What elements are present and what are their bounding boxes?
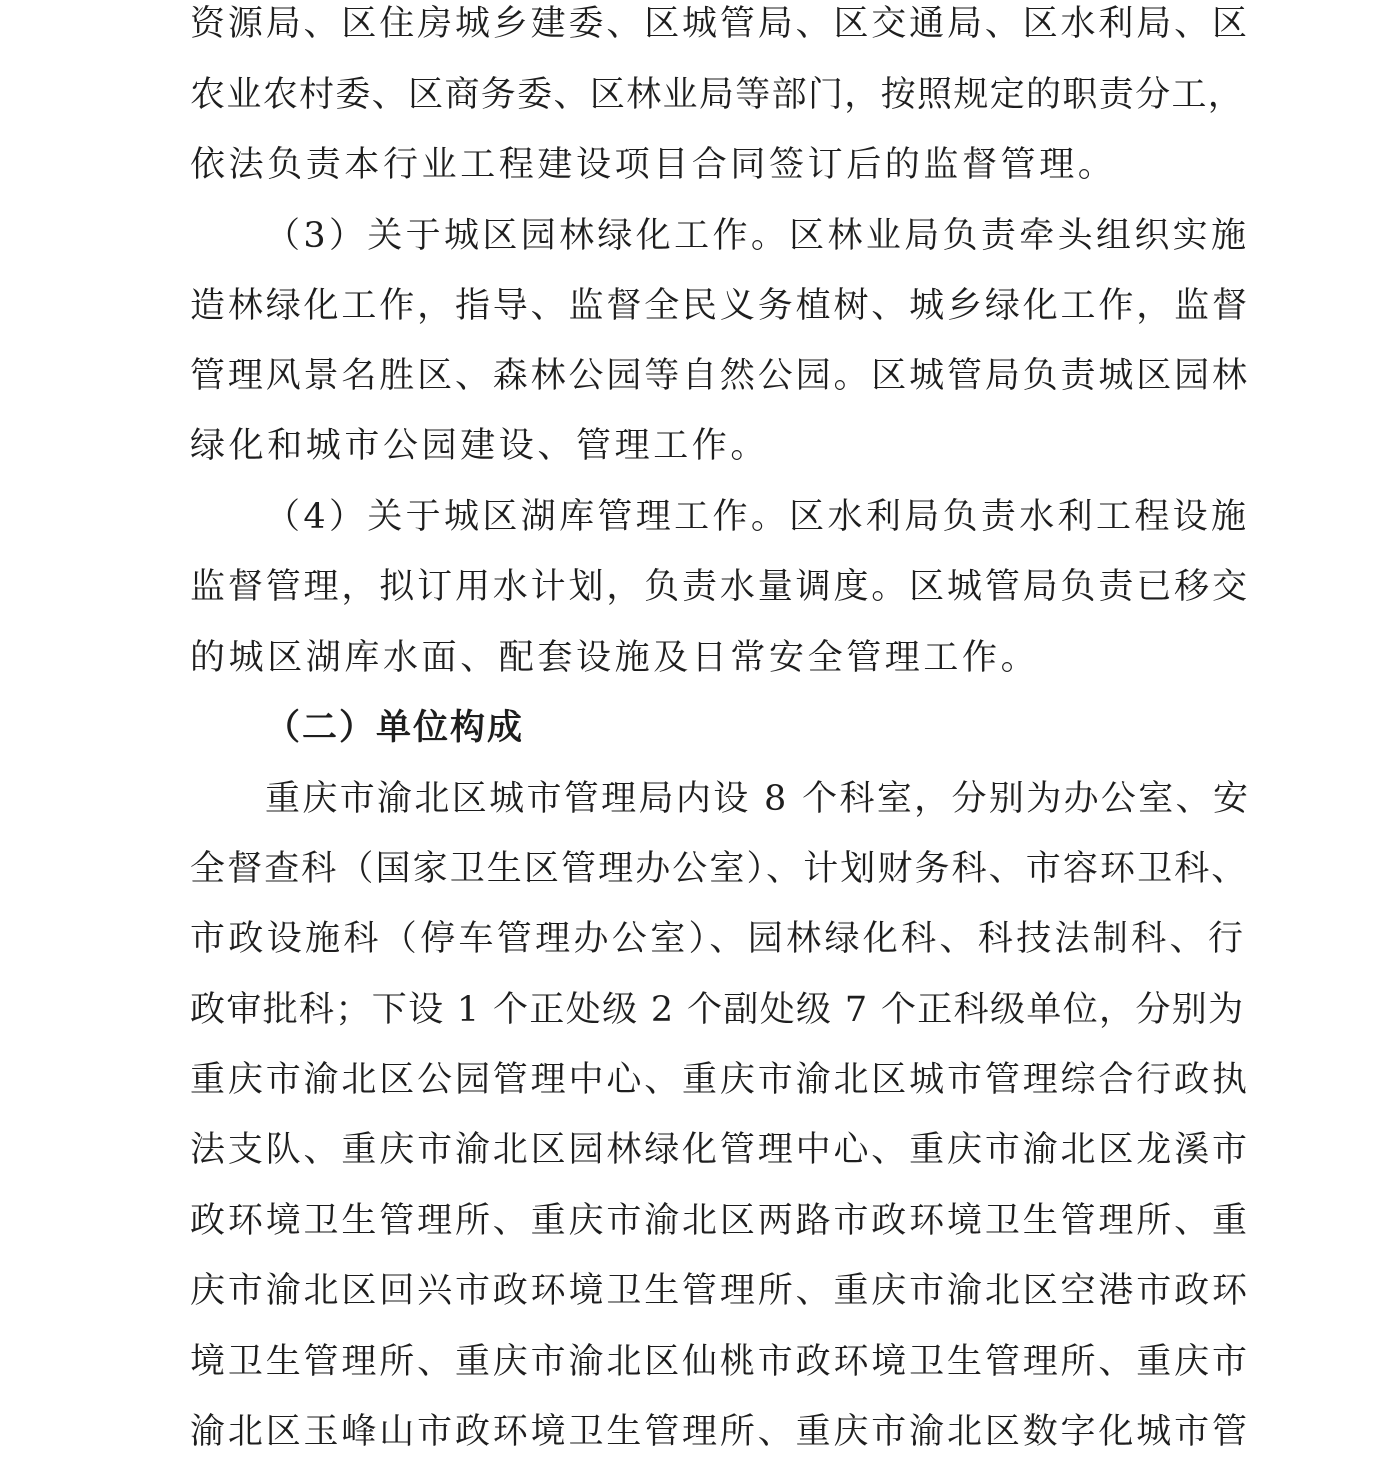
text-line-8: （4）关于城区湖库管理工作。区水利局负责水利工程设施	[265, 497, 1250, 537]
text-line-3: 依法负责本行业工程建设项目合同签订后的监督管理。	[190, 145, 1117, 185]
text-line-6: 管理风景名胜区、森林公园等自然公园。区城管局负责城区园林	[190, 356, 1250, 396]
text-line-14: 市政设施科（停车管理办公室）、园林绿化科、科技法制科、行	[190, 919, 1247, 959]
text-line-2: 农业农村委、区商务委、区林业局等部门，按照规定的职责分工，	[190, 75, 1245, 115]
text-line-18: 政环境卫生管理所、重庆市渝北区两路市政环境卫生管理所、重	[190, 1201, 1250, 1241]
text-line-4: （3）关于城区园林绿化工作。区林业局负责牵头组织实施	[265, 216, 1250, 256]
text-line-16: 重庆市渝北区公园管理中心、重庆市渝北区城市管理综合行政执	[190, 1060, 1250, 1100]
text-line-13: 全督查科（国家卫生区管理办公室）、计划财务科、市容环卫科、	[190, 849, 1249, 889]
text-line-20: 境卫生管理所、重庆市渝北区仙桃市政环境卫生管理所、重庆市	[190, 1342, 1250, 1382]
text-line-17: 法支队、重庆市渝北区园林绿化管理中心、重庆市渝北区龙溪市	[190, 1130, 1250, 1170]
text-line-12: 重庆市渝北区城市管理局内设 8 个科室，分别为办公室、安	[265, 779, 1251, 819]
text-line-21: 渝北区玉峰山市政环境卫生管理所、重庆市渝北区数字化城市管	[190, 1412, 1250, 1452]
text-line-10: 的城区湖库水面、配套设施及日常安全管理工作。	[190, 638, 1040, 678]
text-line-9: 监督管理，拟订用水计划，负责水量调度。区城管局负责已移交	[190, 567, 1250, 607]
text-line-5: 造林绿化工作，指导、监督全民义务植树、城乡绿化工作，监督	[190, 286, 1250, 326]
text-line-7: 绿化和城市公园建设、管理工作。	[190, 426, 770, 466]
text-line-15: 政审批科；下设 1 个正处级 2 个副处级 7 个正科级单位，分别为	[190, 990, 1245, 1030]
text-line-19: 庆市渝北区回兴市政环境卫生管理所、重庆市渝北区空港市政环	[190, 1271, 1250, 1311]
section-heading: （二）单位构成	[265, 708, 525, 748]
text-line-1: 资源局、区住房城乡建委、区城管局、区交通局、区水利局、区	[190, 4, 1250, 44]
